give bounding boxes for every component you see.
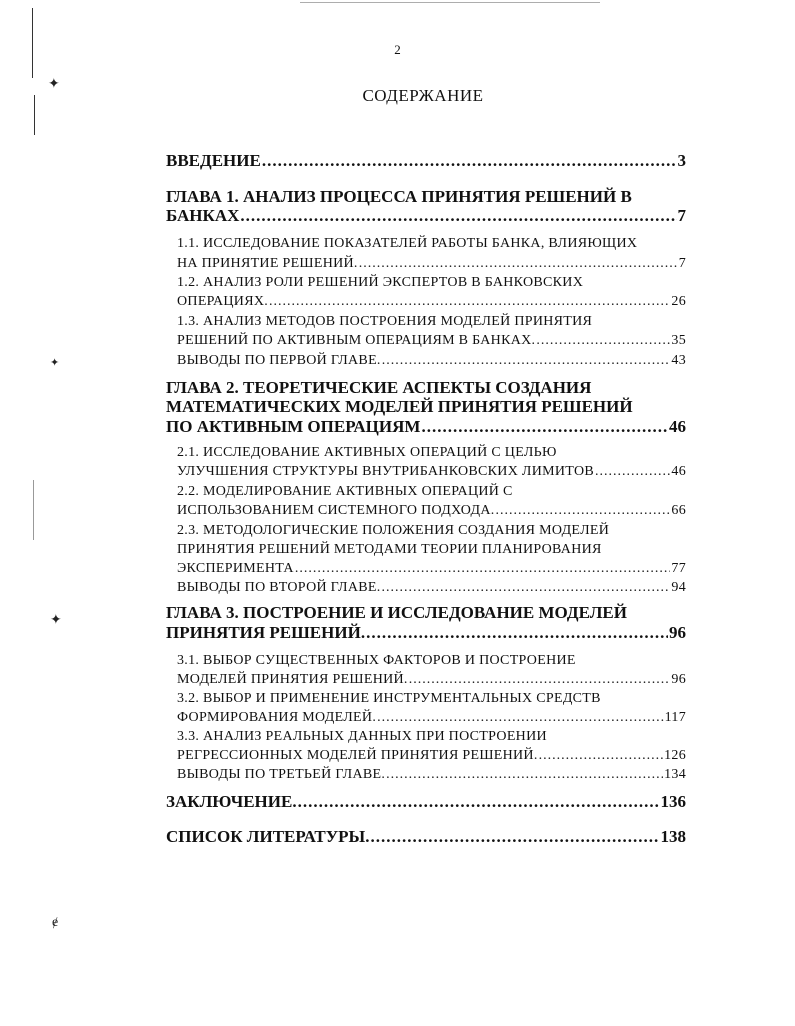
toc-section-2-3-line2: ПРИНЯТИЯ РЕШЕНИЙ МЕТОДАМИ ТЕОРИИ ПЛАНИРОВАНИЯ <box>177 542 602 557</box>
toc-entry-text: ВЫВОДЫ ПО ВТОРОЙ ГЛАВЕ. <box>177 580 381 595</box>
toc-section-2-3-line1: 2.3. МЕТОДОЛОГИЧЕСКИЕ ПОЛОЖЕНИЯ СОЗДАНИЯ МОДЕЛЕЙ <box>177 523 610 538</box>
toc-conclusion-chapter-3 <box>177 767 686 783</box>
toc-section-1-2 <box>177 294 686 310</box>
toc-entry-text: ПРИНЯТИЯ РЕШЕНИЙ. <box>166 623 366 642</box>
scan-speck: ✦ <box>48 77 60 92</box>
toc-section-3-2 <box>177 710 686 726</box>
toc-section-3-2-line1: 3.2. ВЫБОР И ПРИМЕНЕНИЕ ИНСТРУМЕНТАЛЬНЫХ СРЕДСТВ <box>177 691 601 706</box>
toc-section-2-3 <box>177 561 686 577</box>
toc-entry-page: 35 <box>671 333 686 348</box>
toc-section-3-3-line1: 3.3. АНАЛИЗ РЕАЛЬНЫХ ДАННЫХ ПРИ ПОСТРОЕНИИ <box>177 729 547 744</box>
toc-entry-page: 117 <box>664 710 686 725</box>
toc-section-2-2 <box>177 503 686 519</box>
toc-entry-text: ФОРМИРОВАНИЯ МОДЕЛЕЙ. <box>177 710 377 725</box>
toc-entry-references <box>166 827 686 847</box>
toc-entry-text: НА ПРИНЯТИЕ РЕШЕНИЙ. <box>177 256 358 271</box>
toc-entry-page: 46 <box>671 464 686 479</box>
toc-entry-text: ВВЕДЕНИЕ <box>166 151 261 170</box>
toc-entry-page: 3 <box>677 151 686 170</box>
toc-section-1-1 <box>177 256 686 272</box>
toc-entry-page: 96 <box>669 623 686 642</box>
toc-chapter-1 <box>166 206 686 226</box>
toc-entry-text: РЕГРЕССИОННЫХ МОДЕЛЕЙ ПРИНЯТИЯ РЕШЕНИЙ. <box>177 748 538 763</box>
toc-conclusion-chapter-1 <box>177 353 686 369</box>
toc-conclusion-chapter-2 <box>177 580 686 596</box>
toc-chapter-2 <box>166 417 686 437</box>
toc-entry-page: 46 <box>669 417 686 436</box>
toc-section-2-2-line1: 2.2. МОДЕЛИРОВАНИЕ АКТИВНЫХ ОПЕРАЦИЙ С <box>177 484 513 499</box>
toc-entry-page: 66 <box>671 503 686 518</box>
toc-entry-text: МОДЕЛЕЙ ПРИНЯТИЯ РЕШЕНИЙ. <box>177 672 408 687</box>
toc-entry-page: 138 <box>660 827 686 846</box>
toc-chapter-3-line1: ГЛАВА 3. ПОСТРОЕНИЕ И ИССЛЕДОВАНИЕ МОДЕЛЕЙ <box>166 603 627 622</box>
toc-entry-text: ВЫВОДЫ ПО ТРЕТЬЕЙ ГЛАВЕ. <box>177 767 386 782</box>
toc-entry-introduction <box>166 151 686 171</box>
toc-entry-text: СПИСОК ЛИТЕРАТУРЫ. <box>166 827 370 846</box>
toc-entry-conclusion <box>166 792 686 812</box>
toc-entry-page: 26 <box>671 294 686 309</box>
toc-entry-text: ВЫВОДЫ ПО ПЕРВОЙ ГЛАВЕ. <box>177 353 381 368</box>
toc-entry-text: РЕШЕНИЙ ПО АКТИВНЫМ ОПЕРАЦИЯМ В БАНКАХ. <box>177 333 536 348</box>
toc-section-3-3 <box>177 748 686 764</box>
toc-entry-text: ОПЕРАЦИЯХ. <box>177 294 269 309</box>
toc-entry-page: 136 <box>660 792 686 811</box>
toc-chapter-2-line1: ГЛАВА 2. ТЕОРЕТИЧЕСКИЕ АСПЕКТЫ СОЗДАНИЯ <box>166 378 592 397</box>
toc-entry-text: УЛУЧШЕНИЯ СТРУКТУРЫ ВНУТРИБАНКОВСКИХ ЛИМИТОВ <box>177 464 595 479</box>
toc-entry-text: ЗАКЛЮЧЕНИЕ. <box>166 792 297 811</box>
toc-entry-page: 126 <box>664 748 686 763</box>
page-title: СОДЕРЖАНИЕ <box>362 86 484 105</box>
toc-entry-text: БАНКАХ <box>166 206 240 225</box>
toc-section-1-3-line1: 1.3. АНАЛИЗ МЕТОДОВ ПОСТРОЕНИЯ МОДЕЛЕЙ ПРИНЯТИЯ <box>177 314 593 329</box>
toc-section-2-1 <box>177 464 686 480</box>
toc-section-2-1-line1: 2.1. ИССЛЕДОВАНИЕ АКТИВНЫХ ОПЕРАЦИЙ С ЦЕЛЬЮ <box>177 445 557 460</box>
toc-section-1-3 <box>177 333 686 349</box>
toc-entry-text: ПО АКТИВНЫМ ОПЕРАЦИЯМ <box>166 417 421 436</box>
toc-section-1-2-line1: 1.2. АНАЛИЗ РОЛИ РЕШЕНИЙ ЭКСПЕРТОВ В БАНКОВСКИХ <box>177 275 584 290</box>
toc-chapter-1-line1: ГЛАВА 1. АНАЛИЗ ПРОЦЕССА ПРИНЯТИЯ РЕШЕНИЙ В <box>166 187 632 206</box>
scan-speck: ɇ <box>52 915 59 930</box>
toc-chapter-3 <box>166 623 686 643</box>
toc-entry-page: 7 <box>678 256 686 271</box>
toc-entry-page: 134 <box>664 767 686 782</box>
toc-entry-text: ЭКСПЕРИМЕНТА <box>177 561 294 576</box>
scan-speck: ✦ <box>50 613 62 628</box>
toc-entry-page: 43 <box>671 353 686 368</box>
toc-chapter-2-line2: МАТЕМАТИЧЕСКИХ МОДЕЛЕЙ ПРИНЯТИЯ РЕШЕНИЙ <box>166 397 633 416</box>
toc-section-3-1 <box>177 672 686 688</box>
toc-entry-text: ИСПОЛЬЗОВАНИЕМ СИСТЕМНОГО ПОДХОДА. <box>177 503 495 518</box>
toc-entry-page: 77 <box>671 561 686 576</box>
toc-entry-page: 96 <box>671 672 686 687</box>
toc-entry-page: 94 <box>671 580 686 595</box>
page-number: 2 <box>394 42 401 57</box>
toc-entry-page: 7 <box>677 206 686 225</box>
scan-speck: ✦ <box>50 357 60 369</box>
toc-section-1-1-line1: 1.1. ИССЛЕДОВАНИЕ ПОКАЗАТЕЛЕЙ РАБОТЫ БАНКА, ВЛИЯЮЩИХ <box>177 236 638 251</box>
toc-section-3-1-line1: 3.1. ВЫБОР СУЩЕСТВЕННЫХ ФАКТОРОВ И ПОСТРОЕНИЕ <box>177 653 576 668</box>
